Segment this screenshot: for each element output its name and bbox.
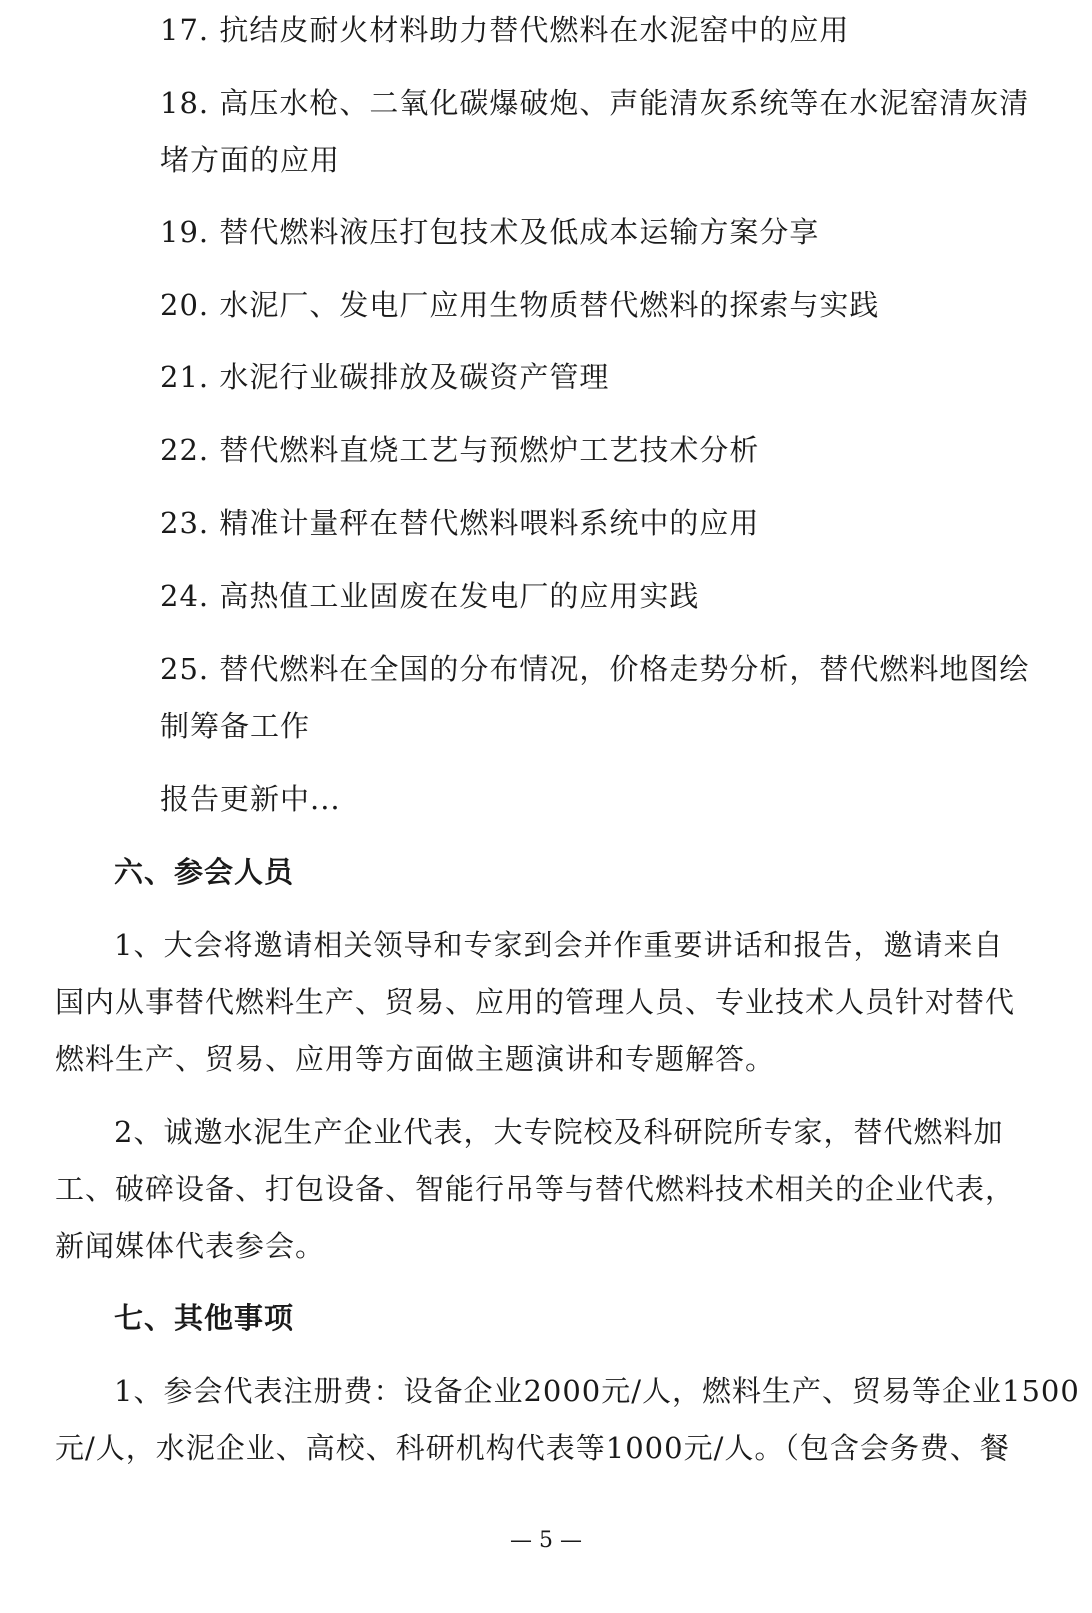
section-7-paragraph-1-line-2: 元/人，水泥企业、高校、科研机构代表等1000元/人。（包含会务费、餐 — [55, 1431, 1010, 1465]
list-item-21: 21. 水泥行业碳排放及碳资产管理 — [160, 360, 610, 394]
list-item-25-line-1: 25. 替代燃料在全国的分布情况，价格走势分析，替代燃料地图绘 — [160, 652, 1030, 686]
section-6-paragraph-2-line-1: 2、诚邀水泥生产企业代表，大专院校及科研院所专家，替代燃料加 — [114, 1115, 1004, 1149]
section-6-heading: 六、参会人员 — [114, 855, 295, 889]
list-item-19: 19. 替代燃料液压打包技术及低成本运输方案分享 — [160, 215, 820, 249]
page-number: — 5 — — [510, 1528, 582, 1553]
list-item-17: 17. 抗结皮耐火材料助力替代燃料在水泥窑中的应用 — [160, 13, 850, 47]
list-item-20: 20. 水泥厂、发电厂应用生物质替代燃料的探索与实践 — [160, 288, 880, 322]
section-6-paragraph-1-line-2: 国内从事替代燃料生产、贸易、应用的管理人员、专业技术人员针对替代 — [55, 985, 1016, 1019]
report-updating-note: 报告更新中... — [160, 782, 341, 816]
section-6-paragraph-2-line-3: 新闻媒体代表参会。 — [55, 1229, 326, 1263]
section-7-heading: 七、其他事项 — [114, 1301, 295, 1335]
list-item-23: 23. 精准计量秤在替代燃料喂料系统中的应用 — [160, 506, 760, 540]
list-item-25-line-2: 制筹备工作 — [160, 709, 311, 743]
list-item-18-line-1: 18. 高压水枪、二氧化碳爆破炮、声能清灰系统等在水泥窑清灰清 — [160, 86, 1030, 120]
list-item-22: 22. 替代燃料直烧工艺与预燃炉工艺技术分析 — [160, 433, 760, 467]
list-item-18-line-2: 堵方面的应用 — [160, 143, 341, 177]
list-item-24: 24. 高热值工业固废在发电厂的应用实践 — [160, 579, 700, 613]
section-6-paragraph-1-line-3: 燃料生产、贸易、应用等方面做主题演讲和专题解答。 — [55, 1042, 776, 1076]
section-6-paragraph-2-line-2: 工、破碎设备、打包设备、智能行吊等与替代燃料技术相关的企业代表， — [55, 1172, 1016, 1206]
section-6-paragraph-1-line-1: 1、大会将邀请相关领导和专家到会并作重要讲话和报告，邀请来自 — [114, 928, 1004, 962]
section-7-paragraph-1-line-1: 1、参会代表注册费：设备企业2000元/人，燃料生产、贸易等企业1500 — [114, 1374, 1080, 1408]
